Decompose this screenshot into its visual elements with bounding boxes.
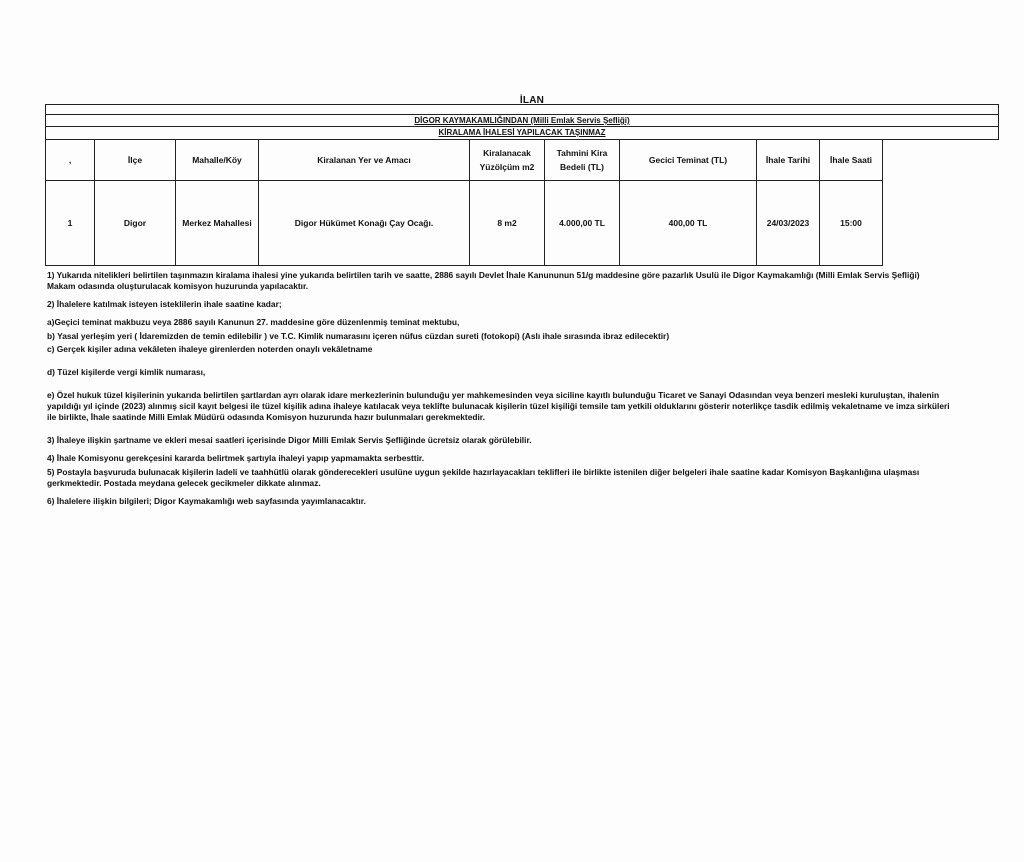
cell-ilce: Digor [95, 181, 176, 266]
clauses-body [47, 270, 997, 507]
clause-2e-line-1: e) Özel hukuk tüzel kişilerinin yukarıda belirtilen şartlardan ayrı olarak idare merkezlerinin bulunduğu yer mahkemesinden veya siciline kayıtlı bulunduğu Ticaret ve Sanayi Odasından veya benzeri mesleki kuruluştan, ihalenin [47, 390, 940, 400]
subject-title: KİRALAMA İHALESİ YAPILACAK TAŞINMAZ [438, 128, 606, 137]
col-bedel-header-line1: Tahmini Kira [556, 148, 608, 158]
col-yuzolcum-header-line2: Yüzölçüm m2 [479, 162, 535, 172]
property-table [45, 139, 883, 266]
header-spacer-row [46, 105, 998, 115]
col-yuzolcum-header-line1: Kiralanacak [483, 148, 531, 158]
clause-2a: a)Geçici teminat makbuzu veya 2886 sayılı Kanunun 27. maddesine göre düzenlenmiş teminat mektubu, [47, 317, 460, 327]
clause-2c: c) Gerçek kişiler adına vekâleten ihaleye girenlerden noterden onaylı vekâletname [47, 344, 373, 354]
authority-row [46, 115, 998, 127]
cell-no: 1 [46, 181, 95, 266]
cell-yer: Digor Hükümet Konağı Çay Ocağı. [259, 181, 470, 266]
clause-5-line-2: gerkmektedir. Postada meydana gelecek gecikmeler dikkate alınmaz. [47, 478, 321, 488]
authority-name: DİGOR KAYMAKAMLIĞINDAN (Milli Emlak Servis Şefliği) [414, 116, 630, 125]
col-bedel-header [545, 140, 620, 181]
clause-2e-line-3: ile birlikte, İhale saatinde Milli Emlak Müdürü odasında Komisyon huzurunda hazır bulunmaları gerekmektedir. [47, 412, 485, 422]
table-row [46, 181, 883, 266]
cell-yuzolcum: 8 m2 [470, 181, 545, 266]
col-teminat-header: Gecici Teminat (TL) [620, 140, 757, 181]
document-title: İLAN [519, 95, 545, 106]
cell-mahalle: Merkez Mahallesi [176, 181, 259, 266]
col-saat-header: İhale Saati [820, 140, 883, 181]
clause-1-line-1: 1) Yukarıda nitelikleri belirtilen taşınmazın kiralama ihalesi yine yukarıda belirtilen tarih ve saatte, 2886 sayılı Devlet İhale Kanununun 51/g maddesine göre pazarlık Usulü ile Digor Kaymakamlığı (Milli Emlak Servis Şefliği) [47, 270, 920, 280]
clause-5-line-1: 5) Postayla başvuruda bulunacak kişilerin ladeli ve taahhütlü olarak gönderecekleri usulüne uygun şekilde hazırlayacakları teklifleri ile birlikte istenilen diğer belgeleri ihale saatine kadar Komisyon Başkanlığına ulaşması [47, 467, 920, 477]
header-box [45, 104, 999, 140]
col-no-header: , [46, 140, 95, 181]
col-mahalle-header: Mahalle/Köy [176, 140, 259, 181]
cell-teminat: 400,00 TL [620, 181, 757, 266]
clause-2b: b) Yasal yerleşim yeri ( İdaremizden de temin edilebilir ) ve T.C. Kimlik numarasını içeren nüfus cüzdan sureti (fotokopi) (Aslı ihale sırasında ibraz edilecektir) [47, 331, 670, 341]
col-yuzolcum-header [470, 140, 545, 181]
col-tarih-header: İhale Tarihi [757, 140, 820, 181]
col-yer-header: Kiralanan Yer ve Amacı [259, 140, 470, 181]
col-ilce-header: İlçe [95, 140, 176, 181]
clause-6: 6) İhalelere ilişkin bilgileri; Digor Kaymakamlığı web sayfasında yayımlanacaktır. [47, 496, 366, 506]
table-header-row [46, 140, 883, 181]
cell-tarih: 24/03/2023 [757, 181, 820, 266]
subject-row [46, 127, 998, 139]
clause-2: 2) İhalelere katılmak isteyen isteklilerin ihale saatine kadar; [47, 299, 282, 309]
col-bedel-header-line2: Bedeli (TL) [560, 162, 604, 172]
cell-bedel: 4.000,00 TL [545, 181, 620, 266]
clause-2e-line-2: yapıldığı yıl içinde (2023) alınmış sicil kayıt belgesi ile tüzel kişilik adına ihaleye katılacak veya teklifte bulunacak kişilerin tüzel kişiliği temsile tam yetkili olduklarını gösterir noterlikçe tasdik edilmiş vekaletname ve imza sirküleri [47, 401, 950, 411]
clause-2d: d) Tüzel kişilerde vergi kimlik numarası, [47, 367, 206, 377]
cell-saat: 15:00 [820, 181, 883, 266]
clause-4: 4) İhale Komisyonu gerekçesini kararda belirtmek şartıyla ihaleyi yapıp yapmamakta serbesttir. [47, 453, 425, 463]
clause-3: 3) İhaleye ilişkin şartname ve ekleri mesai saatleri içerisinde Digor Milli Emlak Servis Şefliğinde ücretsiz olarak görülebilir. [47, 435, 532, 445]
clause-1-line-2: Makam odasında oluşturulacak komisyon huzurunda yapılacaktır. [47, 281, 309, 291]
